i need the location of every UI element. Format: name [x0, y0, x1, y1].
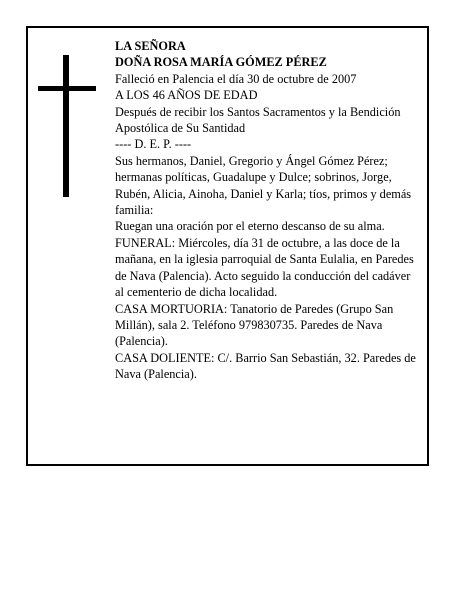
- mortuary-paragraph: CASA MORTUORIA: Tanatorio de Paredes (Grupo San Millán), sala 2. Teléfono 979830735. Paredes de Nava (Palencia).: [115, 301, 394, 349]
- deceased-name: DOÑA ROSA MARÍA GÓMEZ PÉREZ: [115, 55, 327, 70]
- title-line: LA SEÑORA: [115, 39, 186, 53]
- cross-vertical-bar: [63, 55, 69, 197]
- sacraments-line: Después de recibir los Santos Sacramentos y la Bendición Apostólica de Su Santidad: [115, 104, 401, 136]
- latin-cross-icon: [38, 55, 96, 197]
- prayer-line: Ruegan una oración por el eterno descanso de su alma.: [115, 219, 385, 234]
- cross-horizontal-bar: [38, 86, 96, 91]
- age-line: A LOS 46 AÑOS DE EDAD: [115, 88, 258, 103]
- family-paragraph: Sus hermanos, Daniel, Gregorio y Ángel Gómez Pérez; hermanas políticas, Guadalupe y Dulce; sobrinos, Jorge, Rubén, Alicia, Ainoha, Daniel y Karla; tíos, primos y demás familia:: [115, 153, 412, 218]
- funeral-paragraph: FUNERAL: Miércoles, día 31 de octubre, a las doce de la mañana, en la iglesia parroquial de Santa Eulalia, en Paredes de Nava (Palencia). Acto seguido la conducción del cadáver al cementerio de dicha localidad.: [115, 235, 414, 300]
- dep-line: ---- D. E. P. ----: [115, 137, 192, 152]
- death-line: Falleció en Palencia el día 30 de octubre de 2007: [115, 71, 357, 86]
- obituary-text: [115, 38, 420, 383]
- mourning-house-paragraph: CASA DOLIENTE: C/. Barrio San Sebastián, 32. Paredes de Nava (Palencia).: [115, 350, 416, 382]
